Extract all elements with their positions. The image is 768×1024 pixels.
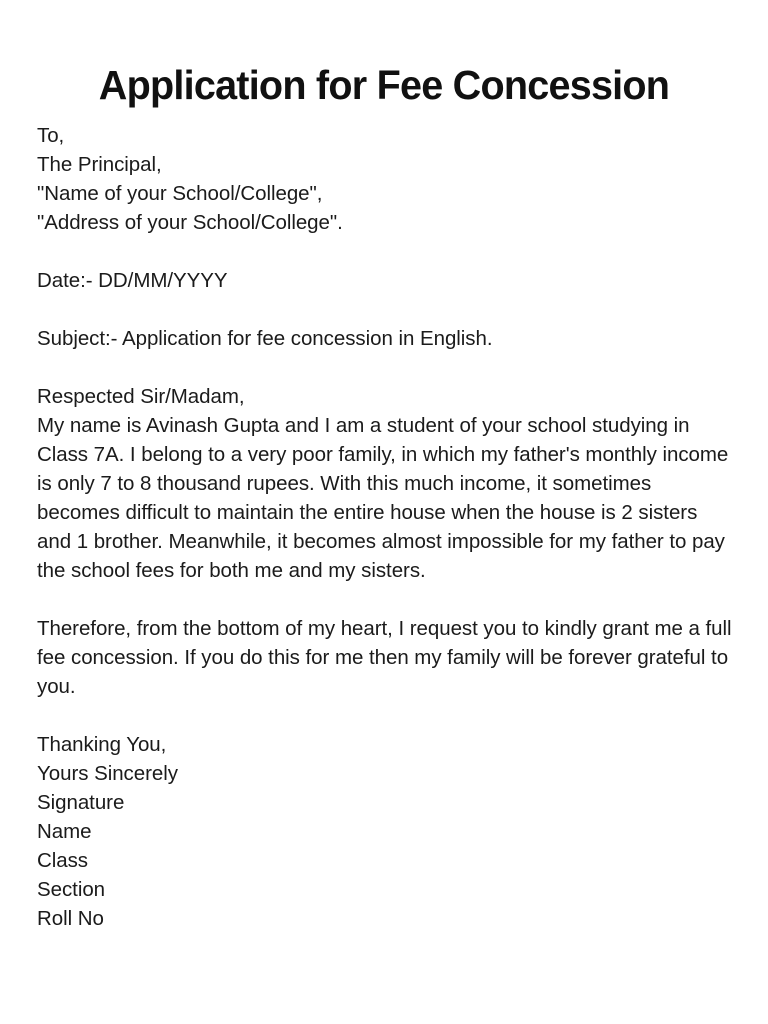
closing-signature-label: Signature (37, 791, 125, 814)
addressee-school-address-line: "Address of your School/College". (37, 211, 343, 234)
closing-roll-no-label: Roll No (37, 907, 104, 930)
closing-name-label: Name (37, 820, 92, 843)
body-paragraph-2: Therefore, from the bottom of my heart, I request you to kindly grant me a full fee concession. If you do this for me then my family will be forever grateful to you. (37, 617, 732, 698)
salutation-line: Respected Sir/Madam, (37, 385, 245, 408)
closing-section-label: Section (37, 878, 106, 901)
addressee-principal-line: The Principal, (37, 153, 162, 176)
addressee-block (37, 121, 733, 237)
letter-body (37, 121, 733, 933)
addressee-school-name-line: "Name of your School/College", (37, 182, 323, 205)
closing-class-label: Class (37, 849, 89, 872)
closing-thanks-line: Thanking You, (37, 733, 167, 756)
subject-line: Subject:- Application for fee concession in English. (37, 327, 493, 350)
body-paragraph-1: My name is Avinash Gupta and I am a student of your school studying in Class 7A. I belong to a very poor family, in which my father's monthly income is only 7 to 8 thousand rupees. With this much income, it sometimes becomes difficult to maintain the entire house when the house is 2 sisters and 1 brother. Meanwhile, it becomes almost impossible for my father to pay the school fees for both me and my sisters. (37, 414, 729, 582)
subject-block (37, 324, 733, 353)
closing-block (37, 730, 733, 933)
date-block (37, 266, 733, 295)
date-line: Date:- DD/MM/YYYY (37, 269, 228, 292)
addressee-to-line: To, (37, 124, 65, 147)
request-block (37, 614, 733, 701)
salutation-and-body-block (37, 382, 733, 585)
closing-valediction-line: Yours Sincerely (37, 762, 178, 785)
page-title: Application for Fee Concession (98, 62, 670, 109)
